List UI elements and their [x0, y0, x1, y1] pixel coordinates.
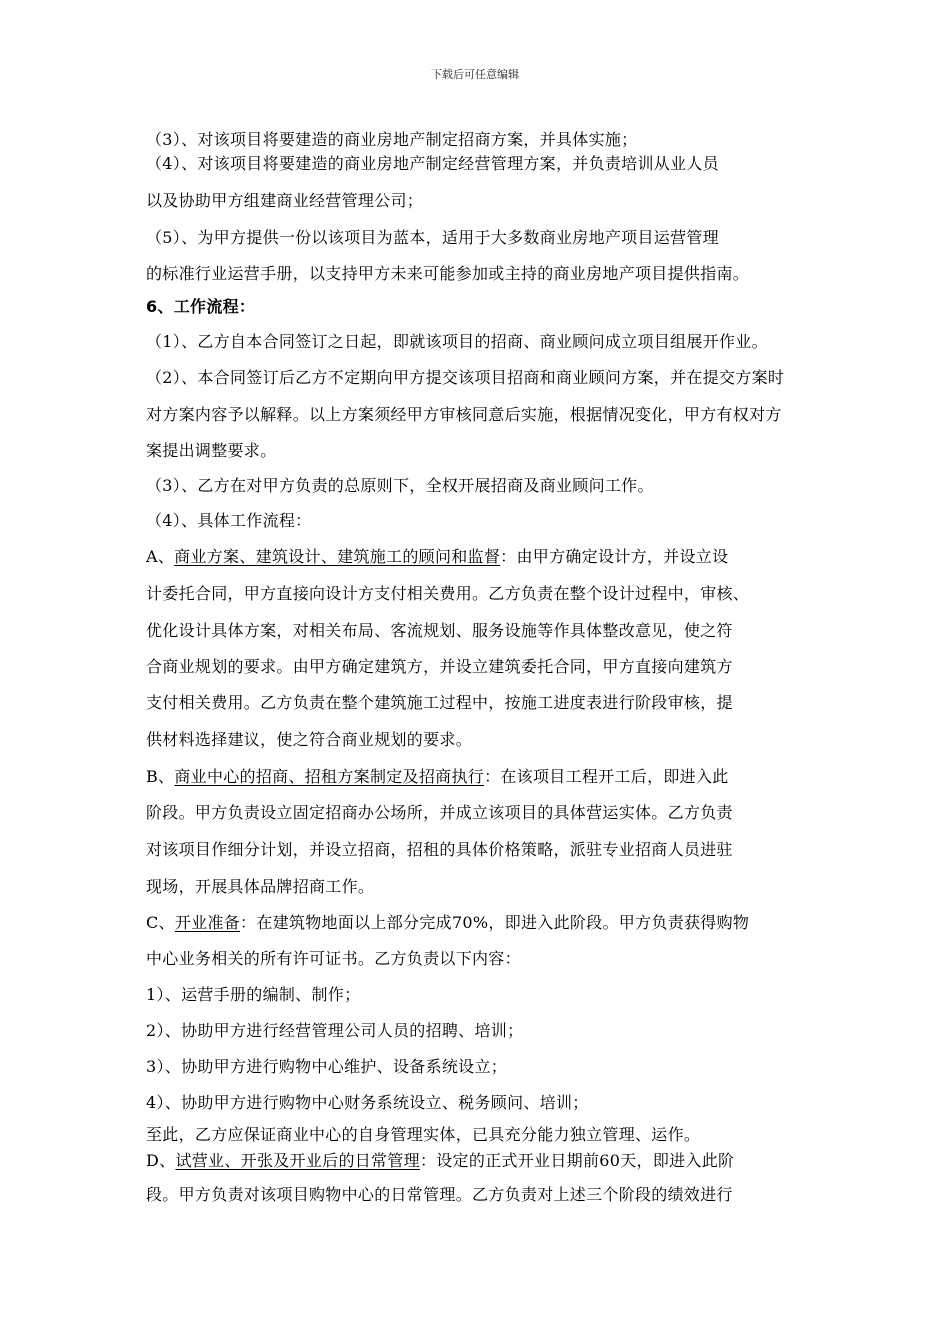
paragraph-line: 对方案内容予以解释。以上方案须经甲方审核同意后实施，根据情况变化，甲方有权对方 — [146, 405, 782, 424]
paragraph-line: 2）、协助甲方进行经营管理公司人员的招聘、培训； — [146, 1021, 524, 1040]
paragraph-line: （4）、对该项目将要建造的商业房地产制定经营管理方案，并负责培训从业人员 — [146, 154, 719, 173]
paragraph-line: 对该项目作细分计划，并设立招商，招租的具体价格策略，派驻专业招商人员进驻 — [146, 840, 733, 859]
paragraph-line: 合商业规划的要求。由甲方确定建筑方，并设立建筑委托合同，甲方直接向建筑方 — [146, 657, 733, 676]
paragraph-line: 1）、运营手册的编制、制作； — [146, 985, 361, 1004]
item-text: ：在建筑物地面以上部分完成70%，即进入此阶段。甲方负责获得购物 — [240, 913, 750, 932]
item-text: ：在该项目工程开工后，即进入此 — [484, 767, 729, 786]
item-prefix: B、 — [146, 767, 175, 786]
paragraph-line — [146, 547, 728, 567]
page-header: 下载后可任意编辑 — [431, 68, 519, 81]
paragraph-line: （1）、乙方自本合同签订之日起，即就该项目的招商、商业顾问成立项目组展开作业。 — [146, 332, 768, 351]
section-heading: 6、工作流程： — [146, 297, 256, 316]
paragraph-line: （5）、为甲方提供一份以该项目为蓝本，适用于大多数商业房地产项目运营管理 — [146, 228, 719, 247]
paragraph-line: 供材料选择建议，使之符合商业规划的要求。 — [146, 730, 473, 749]
paragraph-line: 阶段。甲方负责设立固定招商办公场所，并成立该项目的具体营运实体。乙方负责 — [146, 803, 733, 822]
paragraph-line: 支付相关费用。乙方负责在整个建筑施工过程中，按施工进度表进行阶段审核，提 — [146, 693, 733, 712]
item-title-underlined: 试营业、开张及开业后的日常管理 — [175, 1151, 420, 1170]
paragraph-line: 案提出调整要求。 — [146, 441, 277, 460]
paragraph-line: 现场，开展具体品牌招商工作。 — [146, 877, 375, 896]
paragraph-line: 至此，乙方应保证商业中心的自身管理实体，已具充分能力独立管理、运作。 — [146, 1125, 701, 1144]
paragraph-line: 段。甲方负责对该项目购物中心的日常管理。乙方负责对上述三个阶段的绩效进行 — [146, 1185, 733, 1204]
paragraph-line: 以及协助甲方组建商业经营管理公司； — [146, 191, 424, 210]
item-title-underlined: 商业方案、建筑设计、建筑施工的顾问和监督 — [174, 547, 501, 566]
paragraph-line: （3）、乙方在对甲方负责的总原则下，全权开展招商及商业顾问工作。 — [146, 476, 654, 495]
paragraph-line: （4）、具体工作流程： — [146, 511, 312, 530]
paragraph-line: （2）、本合同签订后乙方不定期向甲方提交该项目招商和商业顾问方案，并在提交方案时 — [146, 368, 785, 387]
item-prefix: A、 — [146, 547, 175, 566]
paragraph-line: 的标准行业运营手册，以支持甲方未来可能参加或主持的商业房地产项目提供指南。 — [146, 264, 750, 283]
paragraph-line — [146, 913, 749, 933]
item-title-underlined: 商业中心的招商、招租方案制定及招商执行 — [174, 767, 485, 786]
paragraph-line — [146, 767, 729, 787]
item-text: ：由甲方确定设计方，并设立设 — [500, 547, 729, 566]
paragraph-line: 优化设计具体方案，对相关布局、客流规划、服务设施等作具体整改意见，使之符 — [146, 621, 733, 640]
paragraph-line: 中心业务相关的所有许可证书。乙方负责以下内容： — [146, 949, 521, 968]
item-prefix: D、 — [146, 1151, 176, 1170]
item-title-underlined: 开业准备 — [174, 913, 241, 932]
paragraph-line: （3）、对该项目将要建造的商业房地产制定招商方案，并具体实施； — [146, 130, 638, 149]
paragraph-line: 4）、协助甲方进行购物中心财务系统设立、税务顾问、培训； — [146, 1093, 589, 1112]
paragraph-line — [146, 1151, 734, 1171]
paragraph-line: 3）、协助甲方进行购物中心维护、设备系统设立； — [146, 1057, 508, 1076]
item-prefix: C、 — [146, 913, 175, 932]
paragraph-line: 计委托合同，甲方直接向设计方支付相关费用。乙方负责在整个设计过程中，审核、 — [146, 584, 750, 603]
item-text: ：设定的正式开业日期前60天，即进入此阶 — [419, 1151, 735, 1170]
